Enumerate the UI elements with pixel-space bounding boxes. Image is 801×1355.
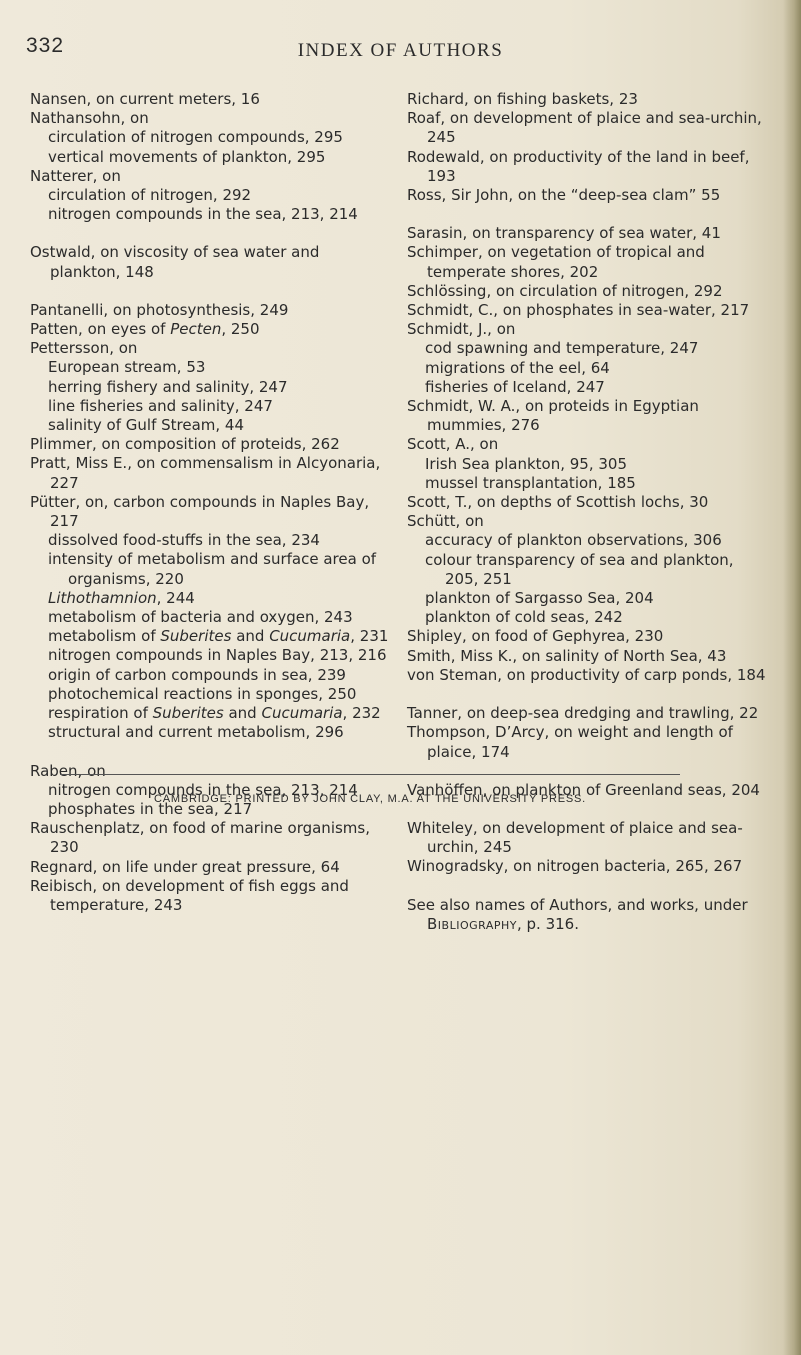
index-entry: Reibisch, on development of fish eggs and temperature, 243	[30, 876, 349, 914]
entry-text: , 231	[350, 627, 389, 646]
index-entry	[30, 320, 392, 339]
index-subentry: Irish Sea plankton, 95, 305	[425, 454, 627, 473]
index-subentry: photochemical reactions in sponges, 250	[48, 684, 357, 703]
index-subentry: line fisheries and salinity, 247	[48, 396, 273, 415]
index-entry: Ross, Sir John, on the “deep-sea clam” 55	[407, 186, 721, 205]
index-subentry: fisheries of Iceland, 247	[425, 377, 605, 396]
index-subentry: origin of carbon compounds in sea, 239	[48, 665, 346, 684]
index-subentry: European stream, 53	[48, 358, 206, 377]
italic-term: Pecten	[170, 320, 222, 339]
small-caps-term: Bibliography	[427, 914, 517, 933]
see-also-note	[407, 896, 767, 934]
index-entry: Ostwald, on viscosity of sea water and plankton, 148	[30, 243, 320, 281]
entry-text: Patten, on eyes of	[30, 320, 171, 339]
index-entry: Rauschenplatz, on food of marine organisms, 230	[30, 819, 370, 857]
entry-text: and	[231, 627, 270, 646]
index-subentry: mussel transplantation, 185	[425, 473, 636, 492]
index-entry: Nathansohn, on	[30, 109, 149, 128]
index-entry: Pütter, on, carbon compounds in Naples Bay, 217	[30, 492, 370, 531]
running-head: INDEX OF AUTHORS	[297, 40, 504, 61]
entry-text: , 232	[342, 704, 381, 723]
index-entry: Scott, T., on depths of Scottish lochs, 30	[407, 493, 709, 512]
index-entry: Richard, on fishing baskets, 23	[407, 90, 638, 108]
index-entry: Smith, Miss K., on salinity of North Sea, 43	[407, 646, 727, 665]
italic-term: Suberites	[152, 704, 224, 723]
index-subentry: nitrogen compounds in the sea, 213, 214	[48, 780, 358, 799]
index-subentry: circulation of nitrogen, 292	[48, 186, 252, 205]
index-entry: Schimper, on vegetation of tropical and temperate shores, 202	[407, 243, 705, 281]
index-entry: Roaf, on development of plaice and sea-urchin, 245	[407, 109, 762, 147]
index-entry: Thompson, D’Arcy, on weight and length of plaice, 174	[407, 723, 733, 761]
index-subentry: intensity of metabolism and surface area of organisms, 220	[48, 550, 377, 588]
index-entry: Sarasin, on transparency of sea water, 41	[407, 224, 721, 243]
index-subentry: plankton of Sargasso Sea, 204	[425, 589, 654, 608]
index-entry: Schmidt, W. A., on proteids in Egyptian mummies, 276	[407, 397, 699, 435]
index-subentry: nitrogen compounds in the sea, 213, 214	[48, 205, 358, 224]
index-subentry	[30, 589, 392, 608]
index-entry: Shipley, on food of Gephyrea, 230	[407, 627, 664, 646]
entry-text: and	[223, 704, 262, 723]
index-subentry: metabolism of bacteria and oxygen, 243	[48, 608, 353, 627]
index-entry: Schmidt, J., on	[407, 320, 516, 339]
index-entry: Vanhöffen, on plankton of Greenland seas, 204	[407, 780, 760, 799]
index-entry: Whiteley, on development of plaice and sea-urchin, 245	[407, 818, 743, 857]
index-entry: Schlössing, on circulation of nitrogen, 292	[407, 281, 723, 300]
index-subentry	[30, 704, 392, 723]
index-entry: Scott, A., on	[407, 435, 499, 454]
footer-rule	[60, 774, 680, 775]
entry-text: , 250	[221, 320, 260, 339]
italic-term: Cucumaria	[269, 627, 351, 646]
index-subentry: plankton of cold seas, 242	[425, 608, 623, 627]
entry-text: metabolism of	[48, 627, 161, 646]
italic-term: Suberites	[160, 627, 232, 646]
index-entry: Rodewald, on productivity of the land in beef, 193	[407, 147, 750, 185]
index-entry: Nansen, on current meters, 16	[30, 90, 260, 108]
entry-text: See also names of Authors, and works, under	[407, 895, 748, 914]
entry-text: , 244	[156, 588, 195, 607]
index-column-left	[30, 90, 392, 915]
index-entry: Pettersson, on	[30, 339, 138, 358]
index-entry: Winogradsky, on nitrogen bacteria, 265, 267	[407, 857, 743, 876]
index-subentry: herring fishery and salinity, 247	[48, 377, 288, 396]
index-subentry: dissolved food-stuffs in the sea, 234	[48, 531, 320, 550]
index-subentry: accuracy of plankton observations, 306	[425, 531, 722, 550]
index-entry: Pantanelli, on photosynthesis, 249	[30, 300, 289, 319]
index-entry: Natterer, on	[30, 166, 121, 185]
index-entry: von Steman, on productivity of carp ponds, 184	[407, 665, 766, 684]
index-column-right	[407, 90, 767, 934]
index-subentry: circulation of nitrogen compounds, 295	[48, 128, 343, 147]
entry-text: , p. 316.	[516, 914, 579, 933]
index-subentry: phosphates in the sea, 217	[48, 799, 253, 818]
index-subentry: migrations of the eel, 64	[425, 358, 610, 377]
page-edge-shadow	[783, 0, 801, 1355]
index-subentry: vertical movements of plankton, 295	[48, 147, 326, 166]
index-subentry: colour transparency of sea and plankton, 205, 251	[425, 550, 734, 588]
index-entry: Plimmer, on composition of proteids, 262	[30, 435, 340, 454]
index-entry: Schütt, on	[407, 512, 484, 531]
index-entry: Pratt, Miss E., on commensalism in Alcyonaria, 227	[30, 454, 381, 492]
index-subentry: structural and current metabolism, 296	[48, 723, 344, 742]
index-subentry	[30, 627, 392, 646]
index-entry: Raben, on	[30, 761, 106, 780]
index-entry: Tanner, on deep-sea dredging and trawling, 22	[407, 704, 759, 723]
entry-text: respiration of	[48, 704, 153, 723]
page-number: 332	[26, 34, 65, 57]
index-subentry: salinity of Gulf Stream, 44	[48, 416, 245, 435]
printer-imprint: CAMBRIDGE: PRINTED BY JOHN CLAY, M.A. AT THE UNIVERSITY PRESS.	[153, 793, 587, 805]
index-entry: Regnard, on life under great pressure, 64	[30, 857, 340, 876]
italic-term: Lithothamnion	[48, 588, 157, 607]
italic-term: Cucumaria	[261, 704, 343, 723]
index-subentry: cod spawning and temperature, 247	[425, 339, 699, 358]
index-entry: Schmidt, C., on phosphates in sea-water, 217	[407, 301, 750, 320]
index-subentry: nitrogen compounds in Naples Bay, 213, 216	[48, 646, 387, 665]
